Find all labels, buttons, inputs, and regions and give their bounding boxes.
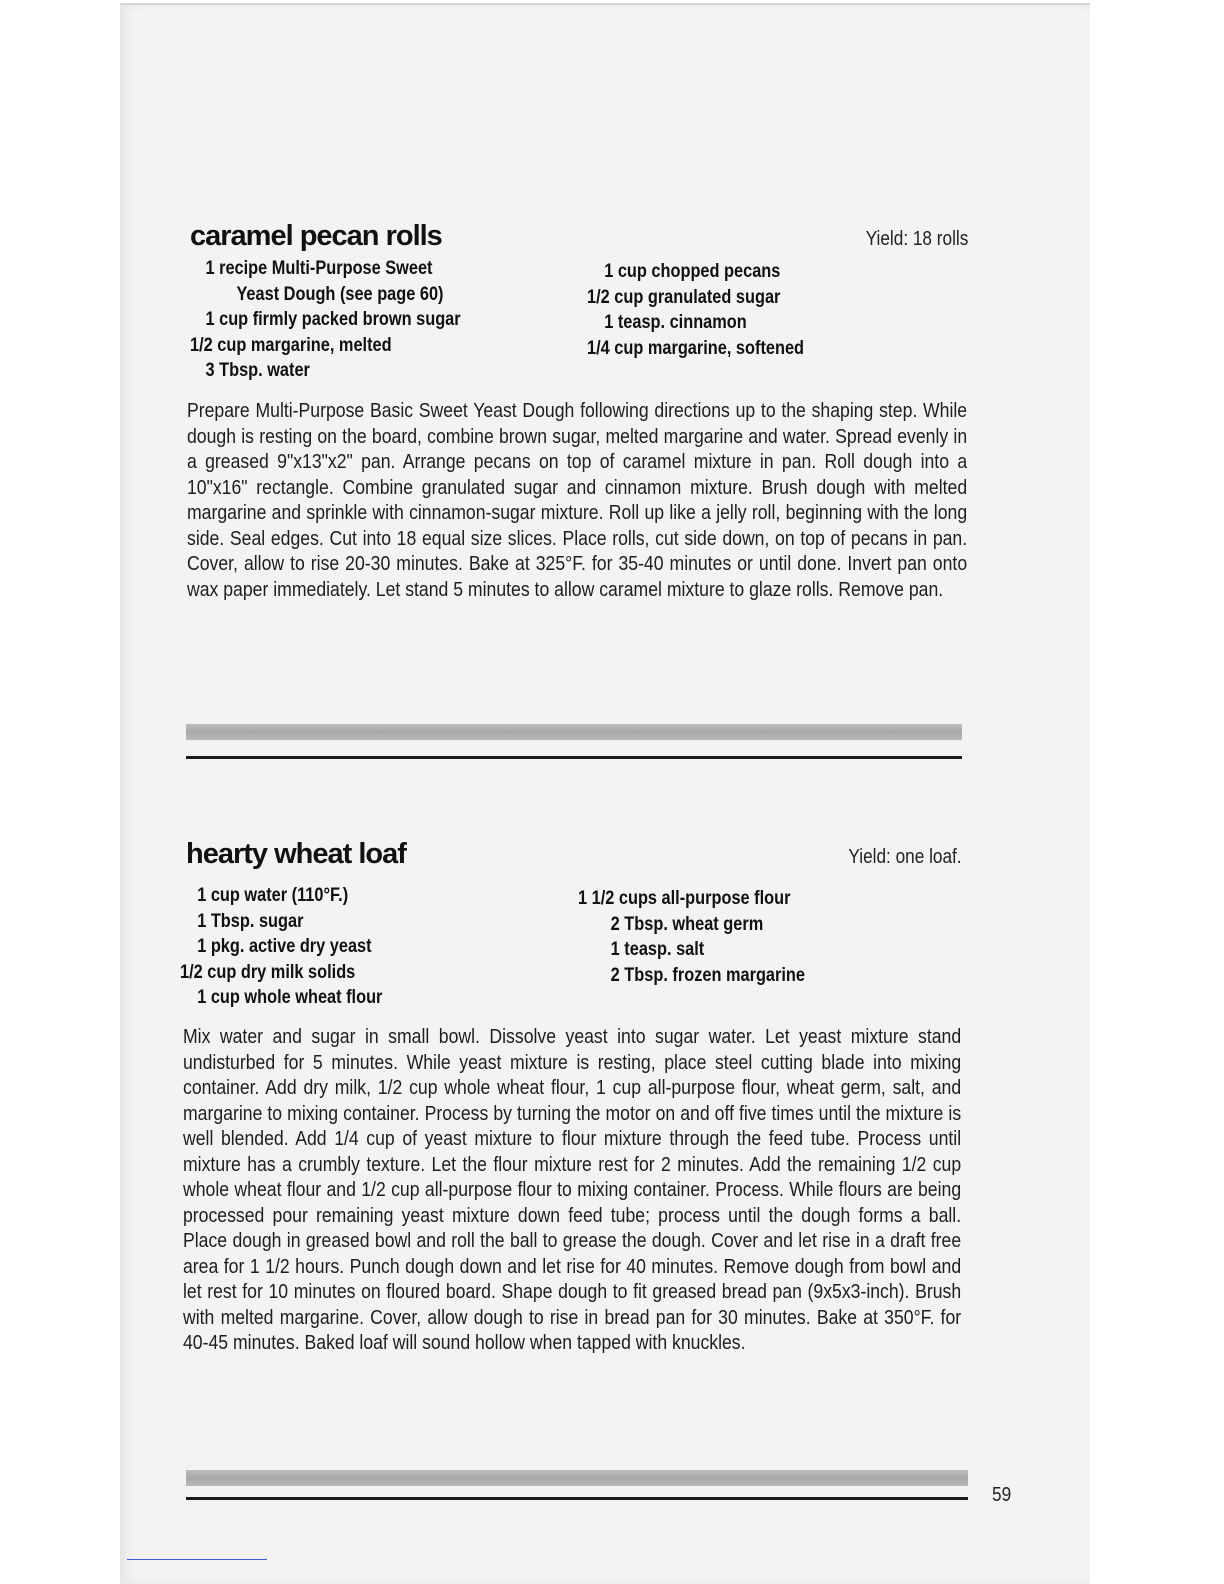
ingredient-item: 1 cup chopped pecans xyxy=(604,261,781,282)
ingredient-item: 1 1/2 cups all-purpose flour xyxy=(578,888,791,909)
directions-text: Prepare Multi-Purpose Basic Sweet Yeast Dough following directions up to the shaping step. While dough is resting on the board, combine brown sugar, melted margarine and water. Spread evenly in a greased 9"x13"x2" pan. Arrange pecans on top of caramel mixture in pan. Roll dough into a 10"x16" rectangle. Combine granulated sugar and cinnamon mixture. Brush dough with melted margarine and sprinkle with cinnamon-sugar mixture. Roll up like a jelly roll, beginning with the long side. Seal edges. Cut into 18 equal size slices. Place rolls, cut side down, on top of pecans in pan. Cover, allow to rise 20-30 minutes. Bake at 325°F. for 35-40 minutes or until done. Invert pan onto wax paper immediately. Let stand 5 minutes to allow caramel mixture to glaze rolls. Remove pan. xyxy=(187,399,968,601)
ingredient-item: 1 pkg. active dry yeast xyxy=(197,936,372,957)
ingredient-item: 1/2 cup margarine, melted xyxy=(190,334,392,356)
ingredient-list-right xyxy=(587,259,839,361)
recipe-directions xyxy=(183,1024,961,1356)
ingredient-list-left xyxy=(180,883,415,1011)
ingredient-item: 1/2 cup granulated sugar xyxy=(587,286,781,308)
directions-text: Mix water and sugar in small bowl. Dissolve yeast into sugar water. Let yeast mixture stand undisturbed for 5 minutes. While yeast mixture is resting, place steel cutting blade into mixing container. Add dry milk, 1/2 cup whole wheat flour, 1 cup all-purpose flour, wheat germ, salt, and margarine to mixing container. Process by turning the motor on and off five times until the mixture is well blended. Add 1/4 cup of yeast mixture to flour mixture through the feed tube. Process until mixture has a crumbly texture. Let the flour mixture rest for 2 minutes. Add the remaining 1/2 cup whole wheat flour and 1/2 cup all-purpose flour to mixing container. Process. While flours are being processed pour remaining yeast mixture down feed tube; process until the dough forms a ball. Place dough in greased bowl and roll the ball to grease the dough. Cover and let rise in a draft free area for 1 1/2 hours. Punch dough down and let rise for 40 minutes. Remove dough from bowl and let rest for 10 minutes on floured board. Shape dough to fit greased bread pan (9x5x3-inch). Brush with melted margarine. Cover, allow dough to rise in bread pan for 30 minutes. Bake at 350°F. for 40-45 minutes. Baked loaf will sound hollow when tapped with knuckles. xyxy=(183,1025,962,1354)
recipe-yield: Yield: one loaf. xyxy=(848,846,962,868)
ingredient-item: 1 cup firmly packed brown sugar xyxy=(205,309,461,330)
section-divider-band xyxy=(186,724,962,740)
bottom-link-underline xyxy=(127,1559,267,1560)
ingredient-item: 1 teasp. salt xyxy=(610,939,705,960)
ingredient-item: 1 recipe Multi-Purpose Sweet xyxy=(205,258,433,279)
ingredient-item: Yeast Dough (see page 60) xyxy=(236,283,444,305)
ingredient-item: 3 Tbsp. water xyxy=(205,360,310,381)
section-divider-rule xyxy=(186,1497,968,1500)
ingredient-list-right xyxy=(578,886,842,988)
ingredient-item: 2 Tbsp. frozen margarine xyxy=(610,964,805,986)
recipe-yield: Yield: 18 rolls xyxy=(865,228,968,250)
ingredient-item: 1 teasp. cinnamon xyxy=(604,312,747,333)
section-divider-band xyxy=(186,1470,968,1486)
ingredient-item: 1 cup water (110°F.) xyxy=(197,885,349,906)
recipe-title: caramel pecan rolls xyxy=(190,220,442,252)
page-number: 59 xyxy=(992,1484,1012,1506)
section-divider-rule xyxy=(186,756,962,759)
recipe-directions xyxy=(187,398,967,602)
ingredient-item: 2 Tbsp. wheat germ xyxy=(610,913,764,935)
ingredient-item: 1 Tbsp. sugar xyxy=(197,910,304,932)
ingredient-item: 1/2 cup dry milk solids xyxy=(180,961,356,983)
recipe-title: hearty wheat loaf xyxy=(186,838,406,870)
ingredient-item: 1/4 cup margarine, softened xyxy=(587,337,805,359)
ingredient-list-left xyxy=(190,256,505,384)
ingredient-item: 1 cup whole wheat flour xyxy=(197,987,383,1008)
